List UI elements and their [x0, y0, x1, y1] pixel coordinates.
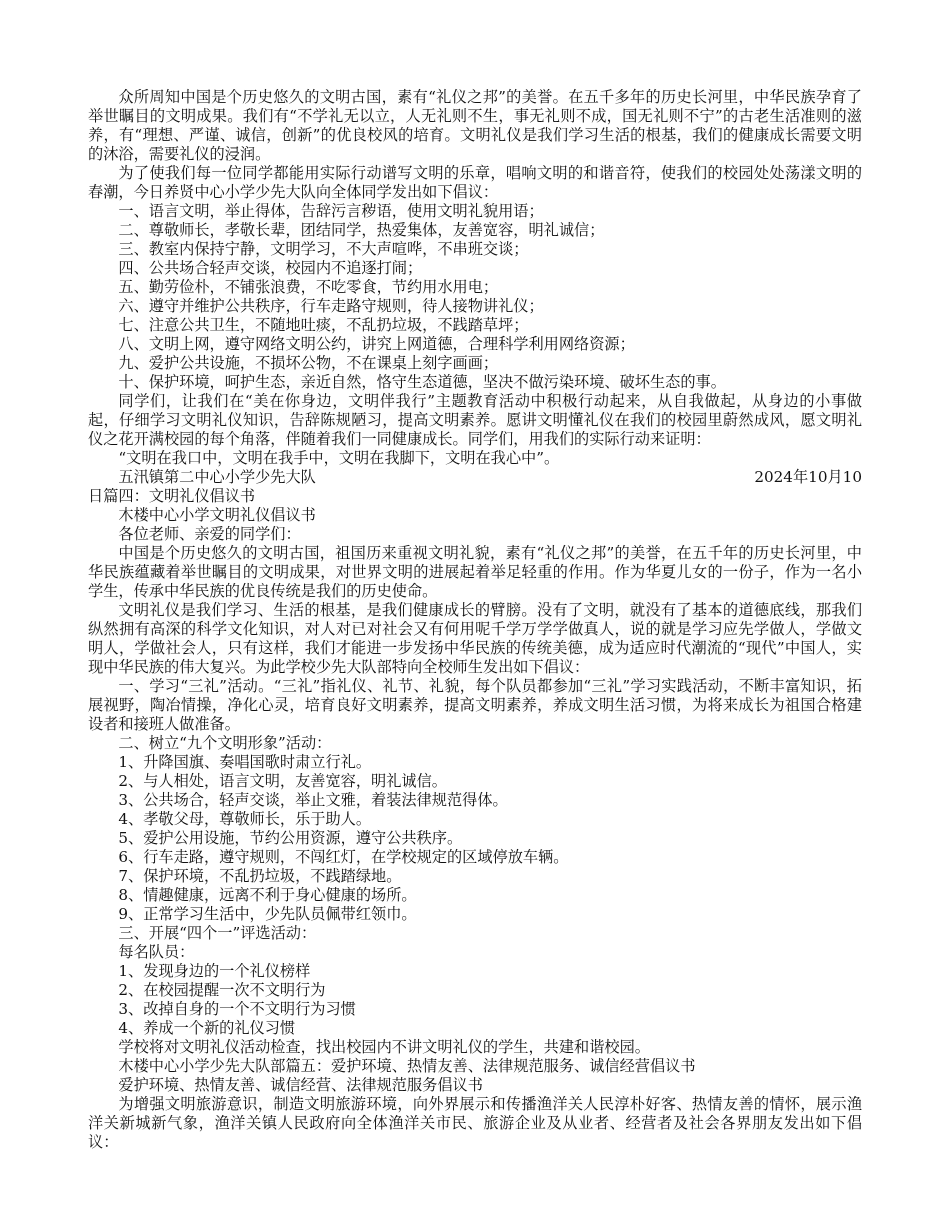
- proposal-intro-paragraph: 为了使我们每一位同学都能用实际行动谱写文明的乐章，唱响文明的和谐音符，使我们的校园处处荡漾文明的春潮，今日养贤中心小学少先大队向全体同学发出如下倡议：: [88, 164, 862, 201]
- proposal-list: [88, 202, 862, 392]
- list-item: 9、正常学习生活中，少先队员佩带红领巾。: [118, 905, 417, 923]
- list-item: 三、教室内保持宁静，文明学习，不大声喧哗，不串班交谈；: [118, 240, 529, 258]
- list-item: 七、注意公共卫生，不随地吐痰，不乱扔垃圾，不践踏草坪；: [118, 316, 529, 334]
- body-paragraph: 中国是个历史悠久的文明古国，祖国历来重视文明礼貌，素有“礼仪之邦”的美誉，在五千年的历史长河里，中华民族蕴藏着举世瞩目的文明成果，对世界文明的进展起着举足轻重的作用。作为华夏儿女的一份子，作为一名小学生，传承中华民族的优良传统是我们的历史使命。: [88, 544, 862, 600]
- list-item: 3、改掉自身的一个不文明行为习惯: [118, 1000, 356, 1018]
- list-item: 7、保护环境，不乱扔垃圾，不践踏绿地。: [118, 867, 402, 885]
- subsection-heading: 三、开展“四个一”评选活动：: [118, 924, 317, 942]
- list-item: 2、与人相处，语言文明，友善宽容，明礼诚信。: [118, 772, 447, 790]
- document-page: [88, 88, 862, 1152]
- list-item: 6、行车走路，遵守规则，不闯红灯，在学校规定的区域停放车辆。: [118, 848, 569, 866]
- list-item: 3、公共场合，轻声交谈，举止文雅，着装法律规范得体。: [118, 791, 508, 809]
- list-item: 一、语言文明，举止得体，告辞污言秽语，使用文明礼貌用语；: [118, 202, 544, 220]
- activity-list: [88, 962, 862, 1038]
- document-title: 木楼中心小学文明礼仪倡议书: [118, 506, 316, 524]
- image-list: [88, 753, 862, 924]
- list-item: 六、遵守并维护公共秩序，行车走路守规则，待人接物讲礼仪；: [118, 297, 544, 315]
- intro-paragraph: 众所周知中国是个历史悠久的文明古国，素有“礼仪之邦”的美誉。在五千多年的历史长河里，中华民族孕育了举世瞩目的文明成果。我们有“不学礼无以立，人无礼则不生，事无礼则不成，国无礼则不宁”的古老生活准则的滋养，有“理想、严谨、诚信，创新”的优良校风的培育。文明礼仪是我们学习生活的根基，我们的健康成长需要文明的沐浴，需要礼仪的浸润。: [88, 88, 862, 163]
- signature-organization: 五汛镇第二中心小学少先大队: [118, 468, 316, 486]
- list-item: 二、尊敬师长，孝敬长辈，团结同学，热爱集体，友善宽容，明礼诚信；: [118, 221, 605, 239]
- list-item: 1、升降国旗、奏唱国歌时肃立行礼。: [118, 753, 372, 771]
- list-intro: 每名队员：: [118, 943, 195, 961]
- list-item: 九、爱护公共设施，不损坏公物，不在课桌上刻字画画；: [118, 354, 499, 372]
- signature-and-heading: 木楼中心小学少先大队部篇五：爱护环境、热情友善、法律规范服务、诚信经营倡议书: [118, 1057, 696, 1075]
- document-title: 爱护环境、热情友善、诚信经营、法律规范服务倡议书: [118, 1076, 483, 1094]
- list-item: 8、情趣健康，远离不利于身心健康的场所。: [118, 886, 417, 904]
- list-item: 1、发现身边的一个礼仪榜样: [118, 962, 311, 980]
- body-line: 学校将对文明礼仪活动检查，找出校园内不讲文明礼仪的学生，共建和谐校园。: [118, 1038, 650, 1056]
- body-paragraph: 文明礼仪是我们学习、生活的根基，是我们健康成长的臂膀。没有了文明，就没有了基本的道德底线，那我们纵然拥有高深的科学文化知识，对人对已对社会又有何用呢千学万学学做真人，说的就是学习应先学做人，学做文明人，学做社会人，只有这样，我们才能进一步发扬中华民族的传统美德，成为适应时代潮流的“现代”中国人，实现中华民族的伟大复兴。为此学校少先大队部特向全校师生发出如下倡议：: [88, 601, 862, 676]
- greeting: 各位老师、亲爱的同学们：: [118, 525, 301, 543]
- list-item: 四、公共场合轻声交谈，校园内不追逐打闹；: [118, 259, 423, 277]
- section-heading: 日篇四：文明礼仪倡议书: [88, 487, 256, 505]
- subsection-heading: 二、树立“九个文明形象”活动：: [118, 734, 332, 752]
- list-item: 5、爱护公用设施，节约公用资源，遵守公共秩序。: [118, 829, 463, 847]
- closing-paragraph: 同学们，让我们在“美在你身边，文明伴我行”主题教育活动中积极行动起来，从自我做起，从身边的小事做起，仔细学习文明礼仪知识，告辞陈规陋习，提高文明素养。愿讲文明懂礼仪在我们的校园里蔚然成风，愿文明礼仪之花开满校园的每个角落，伴随着我们一同健康成长。同学们，用我们的实际行动来证明：: [88, 392, 862, 448]
- list-item: 2、在校园提醒一次不文明行为: [118, 981, 326, 999]
- list-item: 五、勤劳俭朴，不铺张浪费，不吃零食，节约用水用电；: [118, 278, 499, 296]
- body-paragraph: 为增强文明旅游意识，制造文明旅游环境，向外界展示和传播渔洋关人民淳朴好客、热情友善的情怀，展示渔洋关新城新气象，渔洋关镇人民政府向全体渔洋关市民、旅游企业及从业者、经营者及社会各界朋友发出如下倡议：: [88, 1095, 862, 1151]
- list-item: 4、孝敬父母，尊敬师长，乐于助人。: [118, 810, 372, 828]
- body-paragraph: 一、学习“三礼”活动。“三礼”指礼仪、礼节、礼貌，每个队员都参加“三礼”学习实践活动，不断丰富知识，拓展视野，陶冶情操，净化心灵，培育良好文明素养，提高文明素养，养成文明生活习惯，为将来成长为祖国合格建设者和接班人做准备。: [88, 677, 862, 733]
- list-item: 八、文明上网，遵守网络文明公约，讲究上网道德，合理科学利用网络资源；: [118, 335, 635, 353]
- list-item: 4、养成一个新的礼仪习惯: [118, 1019, 296, 1037]
- list-item: 十、保护环境，呵护生态，亲近自然，恪守生态道德，坚决不做污染环境、破坏生态的事。: [118, 373, 726, 391]
- signature-date: 2024年10月10: [754, 468, 862, 486]
- signature-row: [88, 468, 862, 487]
- slogan: “文明在我口中，文明在我手中，文明在我脚下，文明在我心中”。: [118, 449, 560, 467]
